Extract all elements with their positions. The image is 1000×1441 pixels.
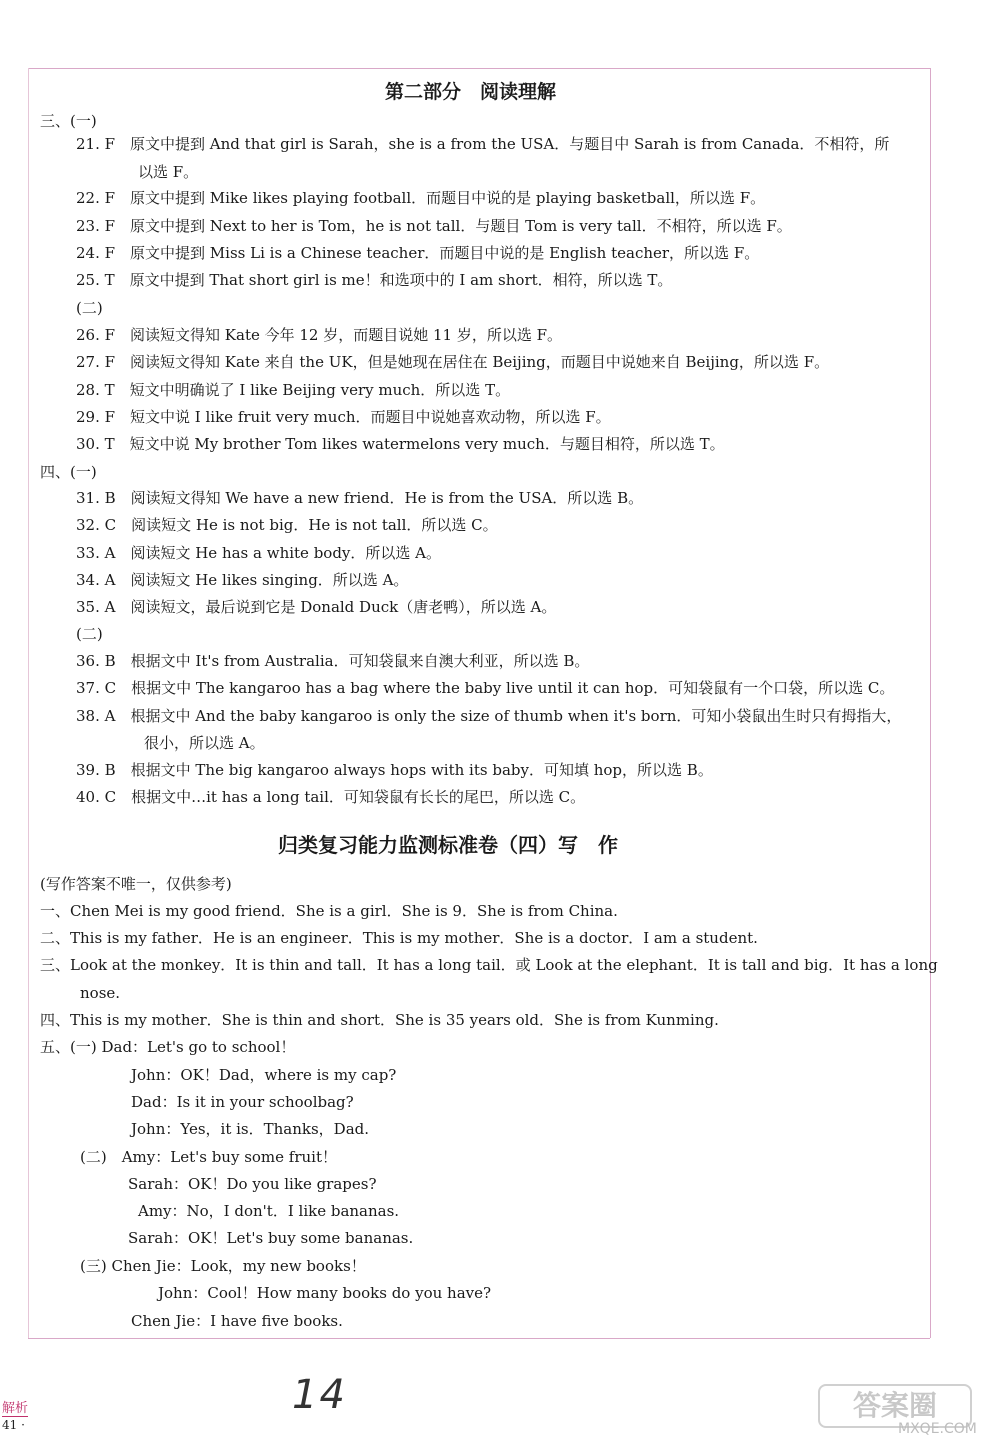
dialogue-line: Sarah：OK！Do you like grapes? xyxy=(128,1175,377,1193)
writing-line: 三、Look at the monkey．It is thin and tall．It has a long tail．或 Look at the elephant．It is tall and big．It has a long xyxy=(40,956,938,974)
dialogue-line: (三) Chen Jie：Look，my new books！ xyxy=(80,1257,366,1275)
section-title: 第二部分 阅读理解 xyxy=(385,81,557,103)
answer-line: 38. A 根据文中 And the baby kangaroo is only the size of thumb when it's born．可知小袋鼠出生时只有拇指大， xyxy=(76,707,902,725)
frame-left-border xyxy=(28,68,29,1338)
answer-line: 25. T 原文中提到 That short girl is me！和选项中的 I am short．相符，所以选 T。 xyxy=(76,271,673,289)
answer-line: (二) xyxy=(76,625,103,643)
dialogue-line: Sarah：OK！Let's buy some bananas. xyxy=(128,1229,414,1247)
answer-line: 27. F 阅读短文得知 Kate 来自 the UK，但是她现在居住在 Beijing，而题目中说她来自 Beijing，所以选 F。 xyxy=(76,353,830,371)
dialogue-line: 五、(一) Dad：Let's go to school！ xyxy=(40,1038,296,1056)
answer-line: 34. A 阅读短文 He likes singing．所以选 A。 xyxy=(76,571,409,589)
answer-line: 三、(一) xyxy=(40,112,97,130)
writing-line: 四、This is my mother．She is thin and short．She is 35 years old．She is from Kunming. xyxy=(40,1011,719,1029)
answer-line: 四、(一) xyxy=(40,463,97,481)
writing-line: (写作答案不唯一，仅供参考) xyxy=(40,875,232,893)
writing-line: 二、This is my father．He is an engineer．This is my mother．She is a doctor．I am a student. xyxy=(40,929,758,947)
writing-section-title: 归类复习能力监测标准卷（四）写 作 xyxy=(278,833,618,857)
answer-line: 32. C 阅读短文 He is not big．He is not tall．所以选 C。 xyxy=(76,516,498,534)
frame-top-border xyxy=(28,68,930,69)
frame-right-border xyxy=(930,68,931,1338)
frame-bottom-border xyxy=(28,1338,930,1339)
dialogue-line: John：Cool！How many books do you have? xyxy=(158,1284,492,1302)
answer-line: 36. B 根据文中 It's from Australia．可知袋鼠来自澳大利亚，所以选 B。 xyxy=(76,652,590,670)
answer-line: 39. B 根据文中 The big kangaroo always hops with its baby．可知填 hop，所以选 B。 xyxy=(76,761,713,779)
answer-line: 24. F 原文中提到 Miss Li is a Chinese teacher．而题目中说的是 English teacher，所以选 F。 xyxy=(76,244,760,262)
answer-line: 31. B 阅读短文得知 We have a new friend．He is from the USA．所以选 B。 xyxy=(76,489,644,507)
answer-line: 40. C 根据文中…it has a long tail．可知袋鼠有长长的尾巴，所以选 C。 xyxy=(76,788,586,806)
answer-line: 很小，所以选 A。 xyxy=(144,734,265,752)
answer-line: 23. F 原文中提到 Next to her is Tom，he is not tall．与题目 Tom is very tall．不相符，所以选 F。 xyxy=(76,217,792,235)
answer-line: 35. A 阅读短文，最后说到它是 Donald Duck（唐老鸭），所以选 A。 xyxy=(76,598,557,616)
answer-line: 30. T 短文中说 My brother Tom likes watermelons very much．与题目相符，所以选 T。 xyxy=(76,435,725,453)
dialogue-line: (二) Amy：Let's buy some fruit！ xyxy=(80,1148,337,1166)
watermark-logo: 答案圈 xyxy=(818,1384,972,1428)
dialogue-line: John：Yes，it is．Thanks，Dad. xyxy=(131,1120,370,1138)
answer-line: 26. F 阅读短文得知 Kate 今年 12 岁，而题目说她 11 岁，所以选 F。 xyxy=(76,326,563,344)
answer-line: 28. T 短文中明确说了 I like Beijing very much．所以选 T。 xyxy=(76,381,511,399)
corner-logo: 解析 xyxy=(2,1397,28,1417)
answer-line: 37. C 根据文中 The kangaroo has a bag where the baby live until it can hop．可知袋鼠有一个口袋，所以选 C。 xyxy=(76,679,895,697)
answer-line: 29. F 短文中说 I like fruit very much．而题目中说她喜欢动物，所以选 F。 xyxy=(76,408,611,426)
dialogue-line: John：OK！Dad，where is my cap? xyxy=(131,1066,397,1084)
answer-line: 以选 F。 xyxy=(138,163,199,181)
dialogue-line: Amy：No，I don't．I like bananas. xyxy=(138,1202,400,1220)
page-number: 41 · xyxy=(2,1418,25,1432)
handwritten-number: 14 xyxy=(292,1372,347,1418)
answer-line: 33. A 阅读短文 He has a white body．所以选 A。 xyxy=(76,544,442,562)
dialogue-line: Chen Jie：I have five books. xyxy=(131,1312,343,1330)
answer-line: 22. F 原文中提到 Mike likes playing football．而题目中说的是 playing basketball，所以选 F。 xyxy=(76,189,766,207)
writing-line: nose. xyxy=(80,984,121,1002)
dialogue-line: Dad：Is it in your schoolbag? xyxy=(131,1093,354,1111)
answer-line: (二) xyxy=(76,299,103,317)
answer-line: 21. F 原文中提到 And that girl is Sarah，she is a from the USA．与题目中 Sarah is from Canada．不相符，所 xyxy=(76,135,890,153)
watermark-url: MXQE.COM xyxy=(898,1421,977,1437)
writing-line: 一、Chen Mei is my good friend．She is a girl．She is 9．She is from China. xyxy=(40,902,618,920)
